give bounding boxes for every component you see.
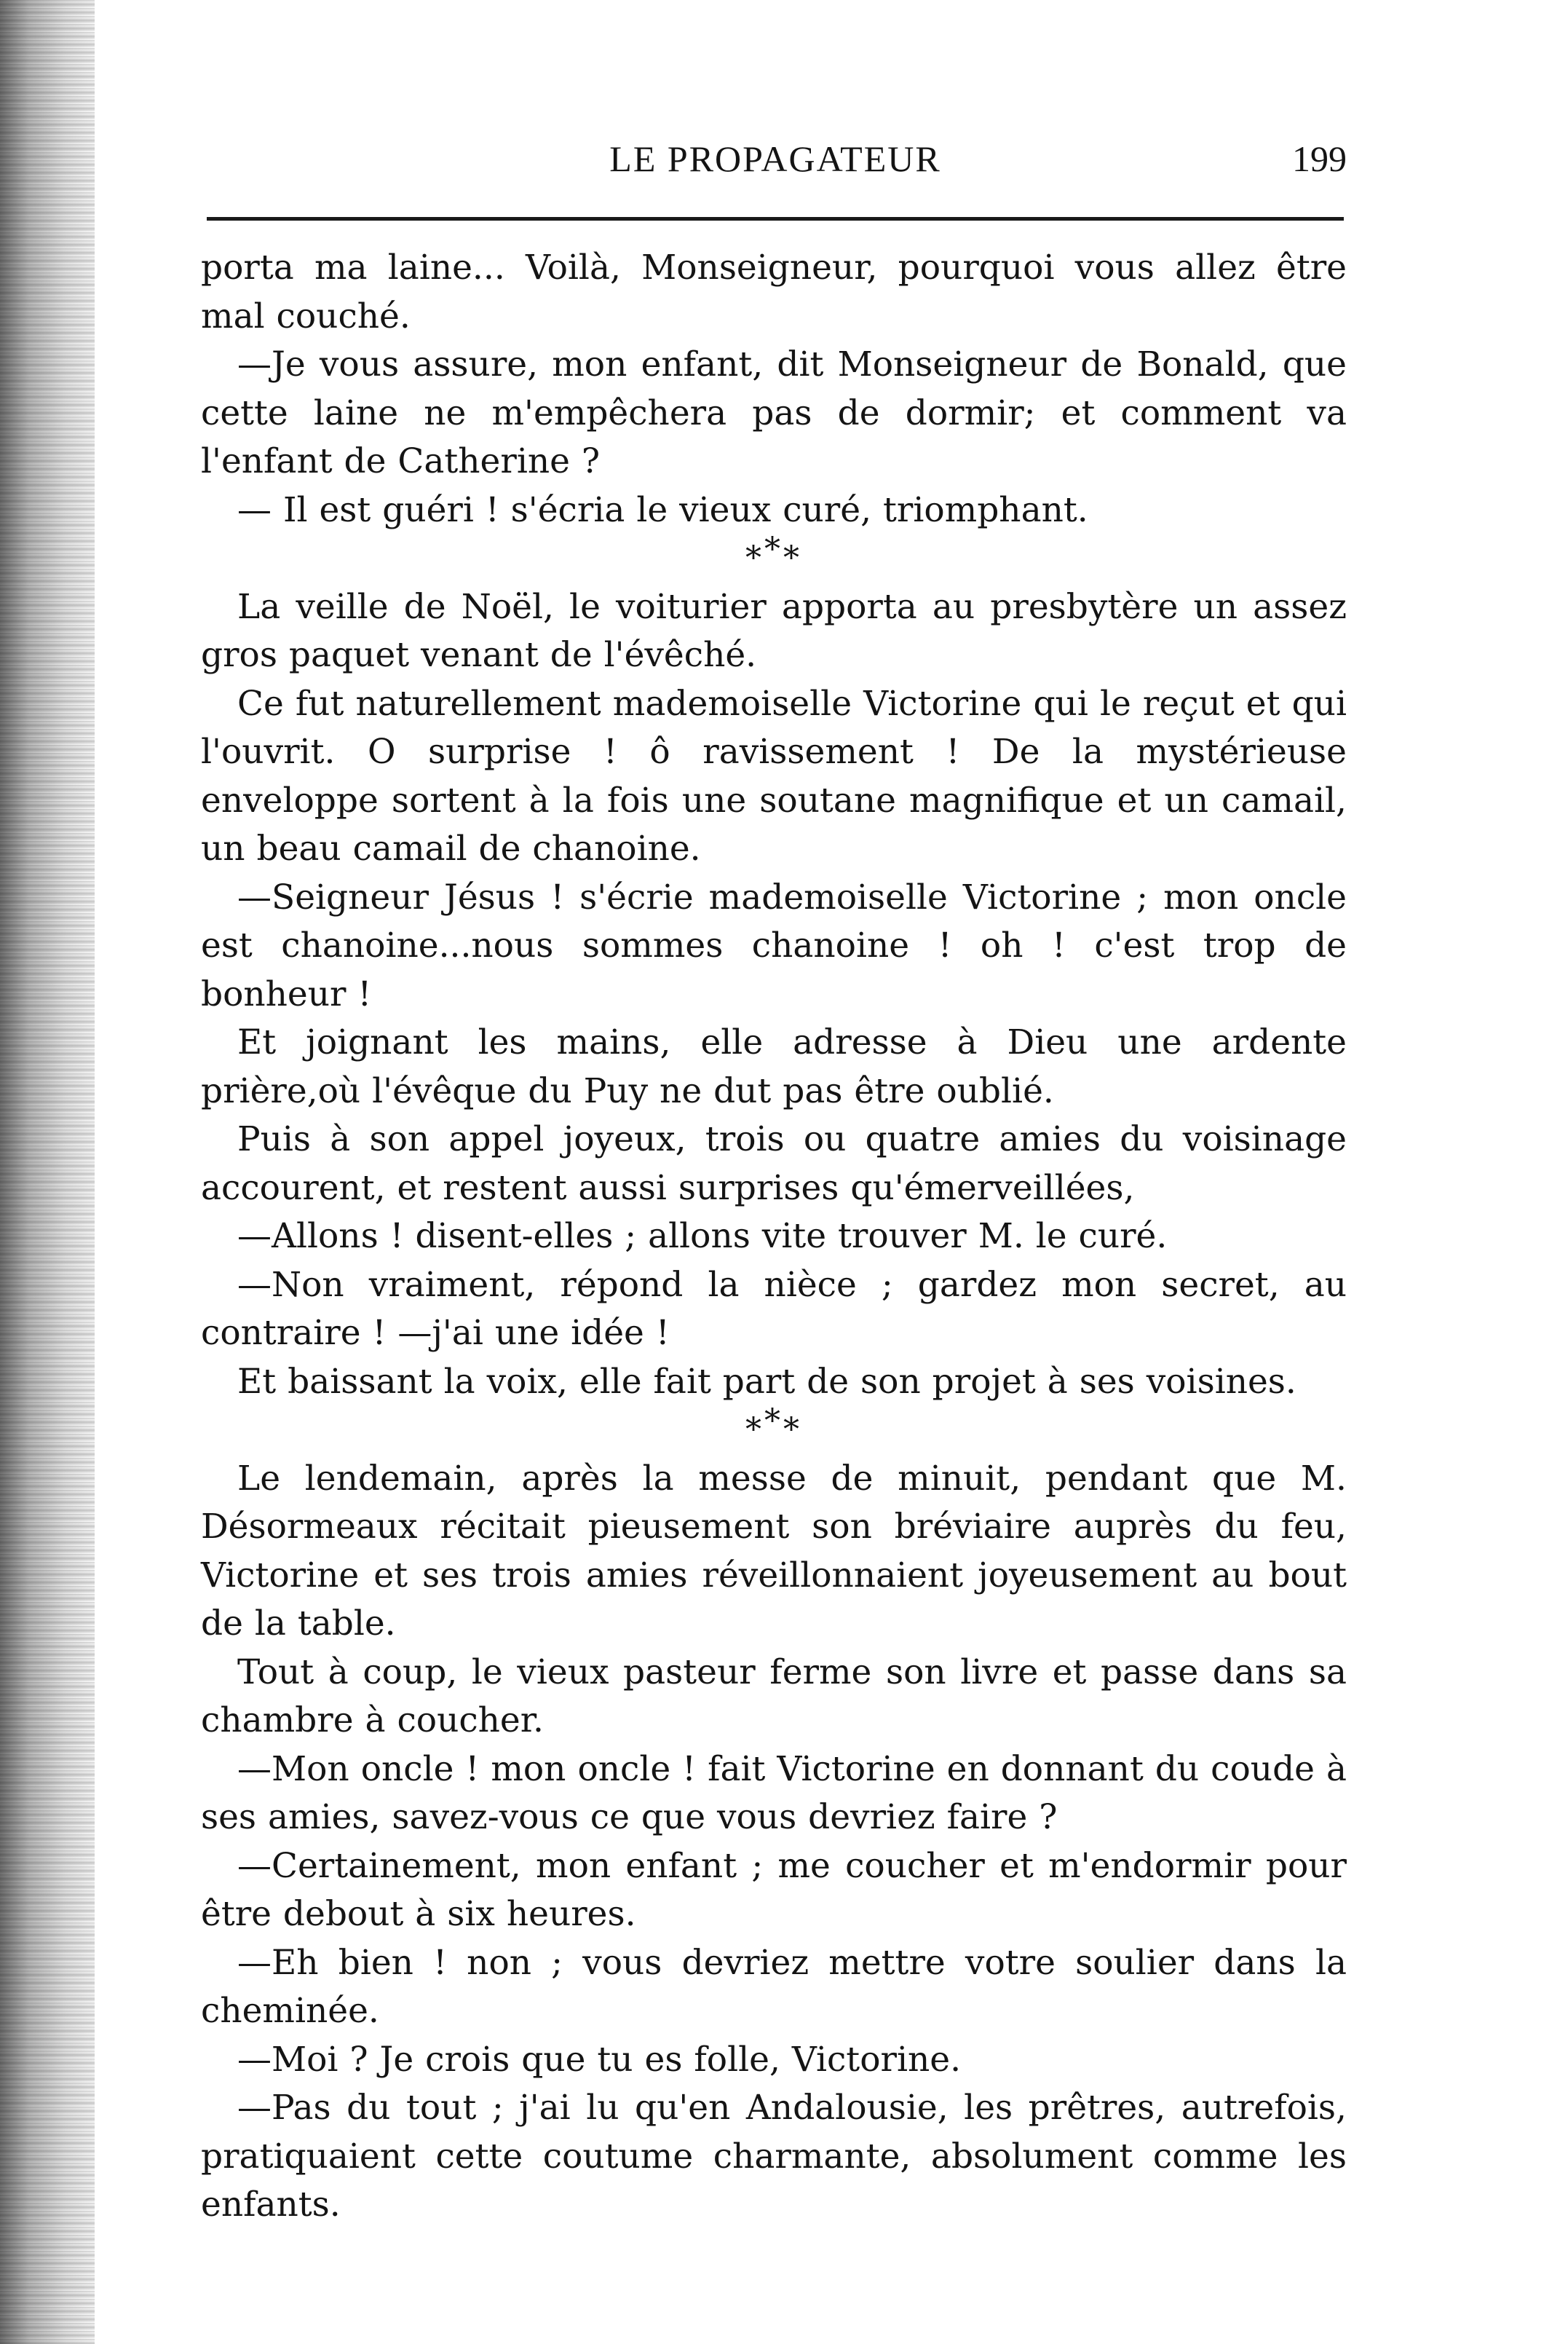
paragraph: —Mon oncle ! mon oncle ! fait Victorine en donnant du coude à ses amies, savez-vous ce que vous devriez faire ?	[201, 1748, 1347, 1837]
paragraph: —Pas du tout ; j'ai lu qu'en Andalousie, les prêtres, autrefois, pratiquaient cette coutume charmante, absolument comme les enfants.	[201, 2088, 1347, 2225]
page-header	[204, 130, 1347, 188]
paragraph: —Non vraiment, répond la nièce ; gardez mon secret, au contraire ! —j'ai une idée !	[201, 1264, 1347, 1353]
header-rule	[207, 217, 1344, 221]
paragraph: — Il est guéri ! s'écria le vieux curé, triomphant.	[237, 489, 1088, 530]
page-body	[201, 244, 1347, 2230]
paragraph: Tout à coup, le vieux pasteur ferme son livre et passe dans sa chambre à coucher.	[201, 1652, 1347, 1740]
running-title: LE PROPAGATEUR	[609, 138, 941, 179]
asterism-separator	[201, 1402, 1347, 1455]
paragraph: La veille de Noël, le voiturier apporta au presbytère un assez gros paquet venant de l'évêché.	[201, 586, 1347, 675]
asterism-star: *	[783, 1411, 802, 1448]
paragraph: —Moi ? Je crois que tu es folle, Victorine.	[237, 2039, 962, 2080]
paragraph: Puis à son appel joyeux, trois ou quatre amies du voisinage accourent, et restent aussi surprises qu'émerveillées,	[201, 1119, 1347, 1208]
paragraph: —Eh bien ! non ; vous devriez mettre votre soulier dans la cheminée.	[201, 1942, 1347, 2031]
paragraph: Le lendemain, après la messe de minuit, pendant que M. Désormeaux récitait pieusement son bréviaire auprès du feu, Victorine et ses trois amies réveillonnaient joyeusement au bout de la table.	[201, 1458, 1347, 1643]
paragraph: porta ma laine... Voilà, Monseigneur, pourquoi vous allez être mal couché.	[201, 248, 1347, 336]
paragraph: —Seigneur Jésus ! s'écrie mademoiselle Victorine ; mon oncle est chanoine...nous sommes chanoine ! oh ! c'est trop de bonheur !	[201, 877, 1347, 1014]
paragraph: —Allons ! disent-elles ; allons vite trouver M. le curé.	[237, 1216, 1168, 1256]
paragraph: Et baissant la voix, elle fait part de son projet à ses voisines.	[237, 1361, 1296, 1402]
asterism-star: *	[745, 1411, 764, 1448]
paragraph: —Je vous assure, mon enfant, dit Monseigneur de Bonald, que cette laine ne m'empêchera pas de dormir; et comment va l'enfant de Catherine ?	[201, 344, 1347, 481]
paragraph: Et joignant les mains, elle adresse à Dieu une ardente prière,où l'évêque du Puy ne dut pas être oublié.	[201, 1022, 1347, 1111]
asterism-star: *	[764, 531, 783, 568]
asterism-star: *	[783, 540, 802, 577]
asterism-star: *	[764, 1402, 783, 1440]
asterism-separator	[201, 531, 1347, 583]
paragraph: —Certainement, mon enfant ; me coucher et m'endormir pour être debout à six heures.	[201, 1845, 1347, 1934]
page-number: 199	[1292, 138, 1347, 179]
book-spine-edge	[0, 0, 95, 2344]
paragraph: Ce fut naturellement mademoiselle Victorine qui le reçut et qui l'ouvrit. O surprise ! ô ravissement ! De la mystérieuse enveloppe sortent à la fois une soutane magnifique et un camail, un beau camail de chanoine.	[201, 683, 1347, 869]
asterism-star: *	[745, 540, 764, 577]
